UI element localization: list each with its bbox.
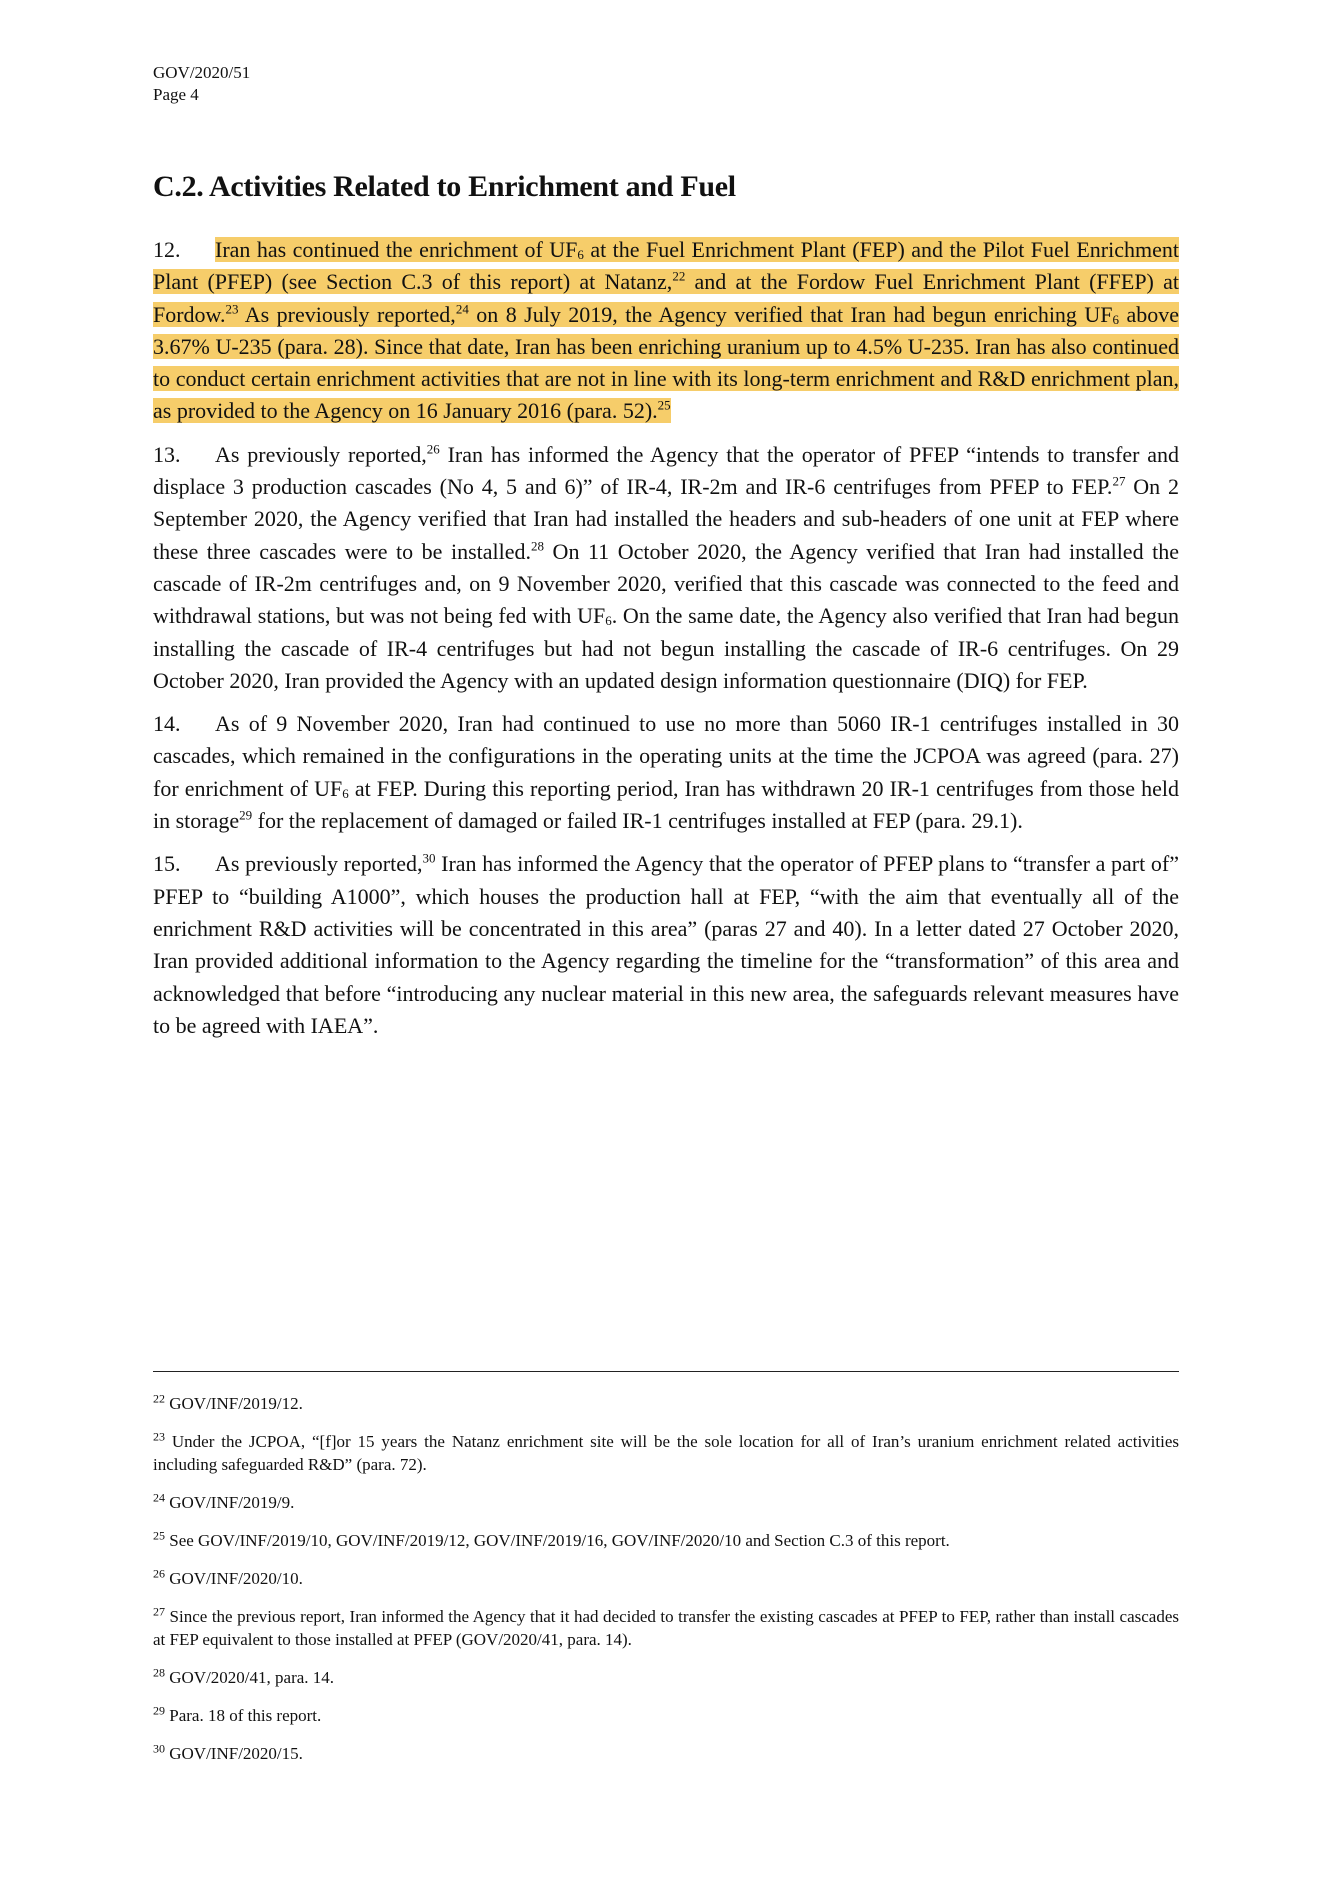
- page-header: [153, 62, 250, 106]
- footnote-number: 28: [153, 1665, 165, 1680]
- footnote-26: [153, 1567, 1179, 1590]
- footnote-23: [153, 1430, 1179, 1476]
- paragraph-number: 15.: [153, 851, 181, 877]
- footnote-22: [153, 1392, 1179, 1415]
- footnote-number: 22: [153, 1391, 165, 1406]
- footnote-text: GOV/INF/2020/10.: [169, 1569, 303, 1588]
- footnote-29: [153, 1704, 1179, 1727]
- footnote-30: [153, 1742, 1179, 1765]
- text-run: on 8 July 2019, the Agency verified that Iran had begun enriching UF: [468, 301, 1113, 327]
- footnotes: [153, 1392, 1179, 1780]
- footnote-number: 23: [153, 1429, 165, 1444]
- paragraph-13: [153, 439, 1179, 697]
- footnote-text: See GOV/INF/2019/10, GOV/INF/2019/12, GOV/INF/2019/16, GOV/INF/2020/10 and Section C.3 of this report.: [169, 1531, 950, 1550]
- paragraph-number: 13.: [153, 441, 181, 467]
- page-number: Page 4: [153, 85, 199, 104]
- footnote-ref-28[interactable]: 28: [531, 538, 545, 554]
- footnote-ref-25[interactable]: 25: [657, 398, 671, 414]
- footnote-number: 24: [153, 1490, 165, 1505]
- footnote-ref-27[interactable]: 27: [1112, 473, 1126, 489]
- text-run: Iran has continued the enrichment of UF: [215, 237, 578, 262]
- footnote-27: [153, 1605, 1179, 1651]
- text-run: Iran has informed the Agency that the operator of PFEP “intends to transfer and displace 3 production cascades (No 4, 5 and 6)” of IR-4, IR-2m and IR-6 centrifuges from PFEP to FEP.: [153, 441, 1180, 500]
- footnote-24: [153, 1491, 1179, 1514]
- footnote-text: Para. 18 of this report.: [169, 1706, 322, 1725]
- subscript: 6: [605, 613, 612, 629]
- paragraph-number: 14.: [153, 711, 181, 737]
- text-run: and at the Fordow Fuel Enrichment Plant (FFEP) at Fordow.: [153, 269, 1179, 327]
- footnote-ref-22[interactable]: 22: [672, 268, 686, 284]
- text-run: As of 9 November 2020, Iran had continued to use no more than 5060 IR-1 centrifuges installed in 30 cascades, which remained in the configurations in the operating units at the time the JCPOA was agreed (para. 27) for enrichment of UF: [153, 711, 1179, 801]
- text-run: at FEP. During this reporting period, Iran has withdrawn 20 IR-1 centrifuges from those held in storage: [153, 775, 1180, 834]
- footnote-text: GOV/2020/41, para. 14.: [169, 1668, 335, 1687]
- footnote-ref-29[interactable]: 29: [239, 807, 253, 823]
- text-run: On 11 October 2020, the Agency verified that Iran had installed the cascade of IR-2m centrifuges and, on 9 November 2020, verified that this cascade was connected to the feed and withdrawal stations, but was not being fed with UF: [153, 538, 1179, 629]
- footnote-ref-23[interactable]: 23: [225, 301, 239, 317]
- highlighted-text: [153, 237, 1179, 423]
- footnote-25: [153, 1529, 1179, 1552]
- footnote-ref-24[interactable]: 24: [455, 301, 469, 317]
- footnote-number: 27: [153, 1604, 165, 1619]
- section-title: C.2. Activities Related to Enrichment and Fuel: [153, 170, 736, 203]
- text-run: As previously reported,: [238, 301, 456, 327]
- footnote-ref-26[interactable]: 26: [426, 441, 440, 457]
- subscript: 6: [342, 785, 349, 801]
- paragraph-14: [153, 708, 1179, 837]
- footnote-number: 26: [153, 1566, 165, 1581]
- paragraph-number: 12.: [153, 237, 181, 262]
- text-run: at the Fuel Enrichment Plant (FEP) and the Pilot Fuel Enrichment Plant (PFEP) (see Section C.3 of this report) at Natanz,: [153, 237, 1179, 295]
- text-run: for the replacement of damaged or failed IR-1 centrifuges installed at FEP (para. 29.1).: [252, 808, 1023, 834]
- paragraph-12: [153, 234, 1179, 428]
- footnote-separator: [153, 1371, 1179, 1372]
- footnote-text: GOV/INF/2019/9.: [169, 1493, 295, 1512]
- subscript: 6: [577, 247, 584, 262]
- text-run: above 3.67% U-235 (para. 28). Since that date, Iran has been enriching uranium up to 4.5% U-235. Iran has also continued to conduct certain enrichment activities that are not in line with its long-term enrichment and R&D enrichment plan, as provided to the Agency on 16 January 2016 (para. 52).: [153, 301, 1179, 424]
- paragraph-15: [153, 848, 1179, 1042]
- footnote-number: 29: [153, 1703, 165, 1718]
- text-run: Iran has informed the Agency that the operator of PFEP plans to “transfer a part of” PFEP to “building A1000”, which houses the production hall at FEP, “with the aim that eventually all of the enrichment R&D activities will be concentrated in this area” (paras 27 and 40). In a letter dated 27 October 2020, Iran provided additional information to the Agency regarding the timeline for the “transformation” of this area and acknowledged that before “introducing any nuclear material in this new area, the safeguards relevant measures have to be agreed with IAEA”.: [153, 851, 1179, 1038]
- text-run: As previously reported,: [215, 441, 427, 467]
- footnote-text: Since the previous report, Iran informed the Agency that it had decided to transfer the existing cascades at PFEP to FEP, rather than install cascades at FEP equivalent to those installed at PFEP (GOV/2020/41, para. 14).: [153, 1607, 1180, 1649]
- text-run: . On the same date, the Agency also verified that Iran had begun installing the cascade of IR-4 centrifuges but had not begun installing the cascade of IR-6 centrifuges. On 29 October 2020, Iran provided the Agency with an updated design information questionnaire (DIQ) for FEP.: [153, 603, 1179, 693]
- footnote-number: 30: [153, 1741, 165, 1756]
- footnote-number: 25: [153, 1528, 165, 1543]
- text-run: As previously reported,: [215, 851, 423, 877]
- footnote-ref-30[interactable]: 30: [422, 851, 436, 867]
- document-id: GOV/2020/51: [153, 63, 251, 82]
- footnote-text: Under the JCPOA, “[f]or 15 years the Natanz enrichment site will be the sole location for all of Iran’s uranium enrichment related activities including safeguarded R&D” (para. 72).: [153, 1432, 1180, 1474]
- footnote-28: [153, 1666, 1179, 1689]
- footnote-text: GOV/INF/2019/12.: [169, 1394, 303, 1413]
- document-body: [153, 234, 1179, 1053]
- subscript: 6: [1112, 311, 1120, 327]
- footnote-text: GOV/INF/2020/15.: [169, 1744, 303, 1763]
- text-run: On 2 September 2020, the Agency verified that Iran had installed the headers and sub-headers of one unit at FEP where these three cascades were to be installed.: [153, 474, 1179, 564]
